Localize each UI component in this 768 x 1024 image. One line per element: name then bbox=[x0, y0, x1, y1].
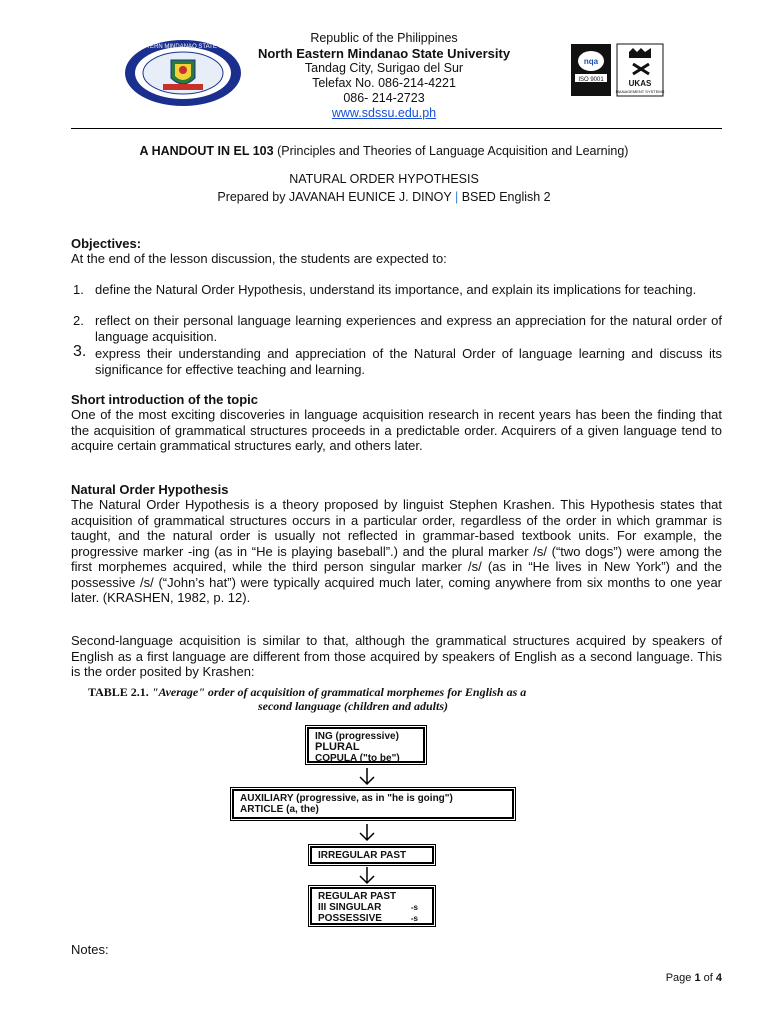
arrow-down-icon bbox=[357, 823, 377, 843]
box-line: REGULAR PAST bbox=[318, 891, 397, 902]
table-label: TABLE 2.1. bbox=[88, 685, 149, 699]
intro-paragraph: One of the most exciting discoveries in language acquisition research in recent years has been the finding that the acquisition of grammatical structures proceeds in a predictable order. Acquirers of a given language tend to acquire certain grammatical structures early, and others later. bbox=[71, 407, 722, 453]
phone-line: 086- 214-2723 bbox=[343, 91, 425, 105]
morpheme-box-4 bbox=[310, 887, 434, 925]
objective-item-1 bbox=[73, 282, 722, 298]
ukas-sub: MANAGEMENT SYSTEMS bbox=[615, 89, 665, 94]
svg-text:nqa: nqa bbox=[583, 57, 599, 66]
separator: | bbox=[454, 190, 459, 204]
box-line: COPULA ("to be") bbox=[315, 753, 400, 764]
program: BSED English 2 bbox=[461, 190, 551, 204]
objectives-heading: Objectives: bbox=[71, 236, 142, 251]
box-line: III SINGULAR -s bbox=[318, 902, 418, 913]
box-line: PLURAL bbox=[315, 741, 360, 753]
document-title: NATURAL ORDER HYPOTHESIS bbox=[289, 172, 479, 186]
arrow-down-icon bbox=[357, 767, 377, 787]
objective-num: 3. bbox=[73, 343, 87, 360]
box-line: POSSESSIVE -s bbox=[318, 913, 418, 924]
objectives-intro: At the end of the lesson discussion, the students are expected to: bbox=[71, 251, 447, 266]
table-caption-line2: second language (children and adults) bbox=[257, 699, 449, 713]
handout-course: (Principles and Theories of Language Acquisition and Learning) bbox=[273, 144, 629, 158]
intro-heading: Short introduction of the topic bbox=[71, 392, 259, 407]
handout-prefix: A HANDOUT IN EL 103 bbox=[139, 144, 274, 158]
university-name: North Eastern Mindanao State University bbox=[257, 46, 511, 61]
page-number: Page 1 of 4 bbox=[665, 972, 722, 984]
objective-item-2 bbox=[73, 313, 722, 344]
notes-label: Notes: bbox=[71, 942, 109, 957]
objective-num: 2. bbox=[73, 313, 84, 328]
website-link[interactable]: www.sdssu.edu.ph bbox=[331, 106, 437, 120]
table-caption bbox=[88, 685, 688, 713]
box-line: ING (progressive) bbox=[315, 731, 399, 742]
objective-item-3 bbox=[73, 343, 722, 377]
objective-text: reflect on their personal language learning experiences and express an appreciation for the natural order of language acquisition. bbox=[95, 313, 722, 344]
address-line: Tandag City, Surigao del Sur bbox=[304, 61, 464, 75]
ukas-label: UKAS bbox=[628, 79, 652, 88]
box-line: ARTICLE (a, the) bbox=[240, 804, 319, 815]
morpheme-box-1 bbox=[307, 727, 425, 763]
noh-heading: Natural Order Hypothesis bbox=[71, 482, 229, 497]
arrow-down-icon bbox=[357, 866, 377, 886]
prepared-by: Prepared by JAVANAH EUNICE J. DINOY bbox=[217, 190, 452, 204]
telefax-line: Telefax No. 086-214-4221 bbox=[312, 76, 456, 90]
noh-paragraph: The Natural Order Hypothesis is a theory proposed by linguist Stephen Krashen. This Hypothesis states that acquisition of grammatical structures occurs in a particular order, regardless of the order in which grammar is taught, and the natural order is usually not reflected in grammar-based textbook units. For example, the progressive marker -ing (as in “He is playing baseball”.) and the plural marker /s/ (“two dogs”) were among the first morphemes acquired, while the third person singular marker /s/ (as in “He lives in New York”) and the possessive /s/ (“John’s hat”) were typically acquired much later, coming anywhere from six months to one year later. (KRASHEN, 1982, p. 12). bbox=[71, 497, 722, 605]
noh-paragraph-2: Second-language acquisition is similar to that, although the grammatical structures acquired by speakers of English as a first language are different from those acquired by speakers of English as a second language. This is the order posited by Krashen: bbox=[71, 633, 722, 679]
morpheme-box-3 bbox=[310, 846, 434, 864]
header-divider bbox=[71, 128, 722, 129]
republic-line: Republic of the Philippines bbox=[310, 31, 458, 45]
iso-label: ISO 9001 bbox=[578, 77, 604, 83]
morpheme-box-2 bbox=[232, 789, 514, 819]
letterhead bbox=[0, 31, 768, 121]
prepared-by-line bbox=[0, 190, 768, 204]
seal-text: NORTH EASTERN MINDANAO STATE UNIVERSITY bbox=[111, 44, 255, 50]
table-caption-line1: "Average" order of acquisition of grammatical morphemes for English as a bbox=[151, 685, 527, 699]
objective-text: express their understanding and appreciation of the Natural Order of language learning and discuss its significance for effective teaching and learning. bbox=[95, 346, 722, 377]
objective-num: 1. bbox=[73, 282, 84, 297]
box-line: IRREGULAR PAST bbox=[318, 850, 407, 861]
objective-text: define the Natural Order Hypothesis, understand its importance, and explain its implications for teaching. bbox=[95, 282, 697, 297]
handout-line bbox=[0, 144, 768, 158]
box-line: AUXILIARY (progressive, as in "he is going") bbox=[240, 793, 453, 804]
